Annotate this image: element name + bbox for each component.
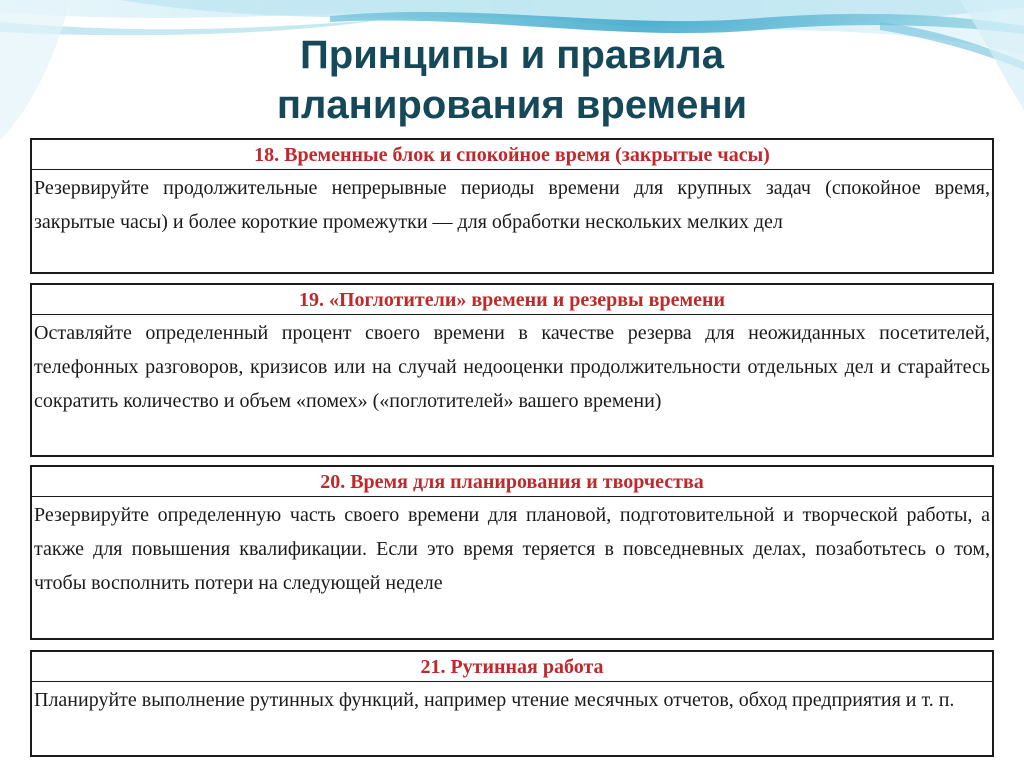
- rule-text: Резервируйте определенную часть своего времени для плановой, подготовительной и творческой работы, а также для повышения квалификации. Если это время теряется в повседневных делах, позаботьтесь о том, чтобы восполнить потери на следующей неделе: [34, 504, 990, 594]
- rule-text: Резервируйте продолжительные непрерывные периоды времени для крупных задач (спокойное время, закрытые часы) и более короткие промежутки — для обработки нескольких мелких дел: [34, 177, 990, 233]
- rule-box-18: [30, 138, 994, 274]
- rule-heading: 20. Время для планирования и творчества: [32, 467, 992, 497]
- rule-text: Оставляйте определенный процент своего времени в качестве резерва для неожиданных посетителей, телефонных разговоров, кризисов или на случай недооценки продолжительности отдельных дел и старайтесь сократить количество и объем «помех» («поглотителей» вашего времени): [34, 322, 990, 412]
- rule-box-20: [30, 465, 994, 640]
- slide-title-line-1: Принципы и правила: [300, 33, 724, 77]
- slide-title: [0, 30, 1024, 130]
- slide-title-line-2: планирования времени: [276, 83, 748, 127]
- rule-heading: 19. «Поглотители» времени и резервы времени: [32, 285, 992, 315]
- rule-heading: 18. Временные блок и спокойное время (закрытые часы): [32, 140, 992, 170]
- rule-heading: 21. Рутинная работа: [32, 652, 992, 682]
- rule-text: Планируйте выполнение рутинных функций, например чтение месячных отчетов, обход предприятия и т. п.: [34, 689, 955, 711]
- rule-box-19: [30, 283, 994, 457]
- rule-box-21: [30, 650, 994, 757]
